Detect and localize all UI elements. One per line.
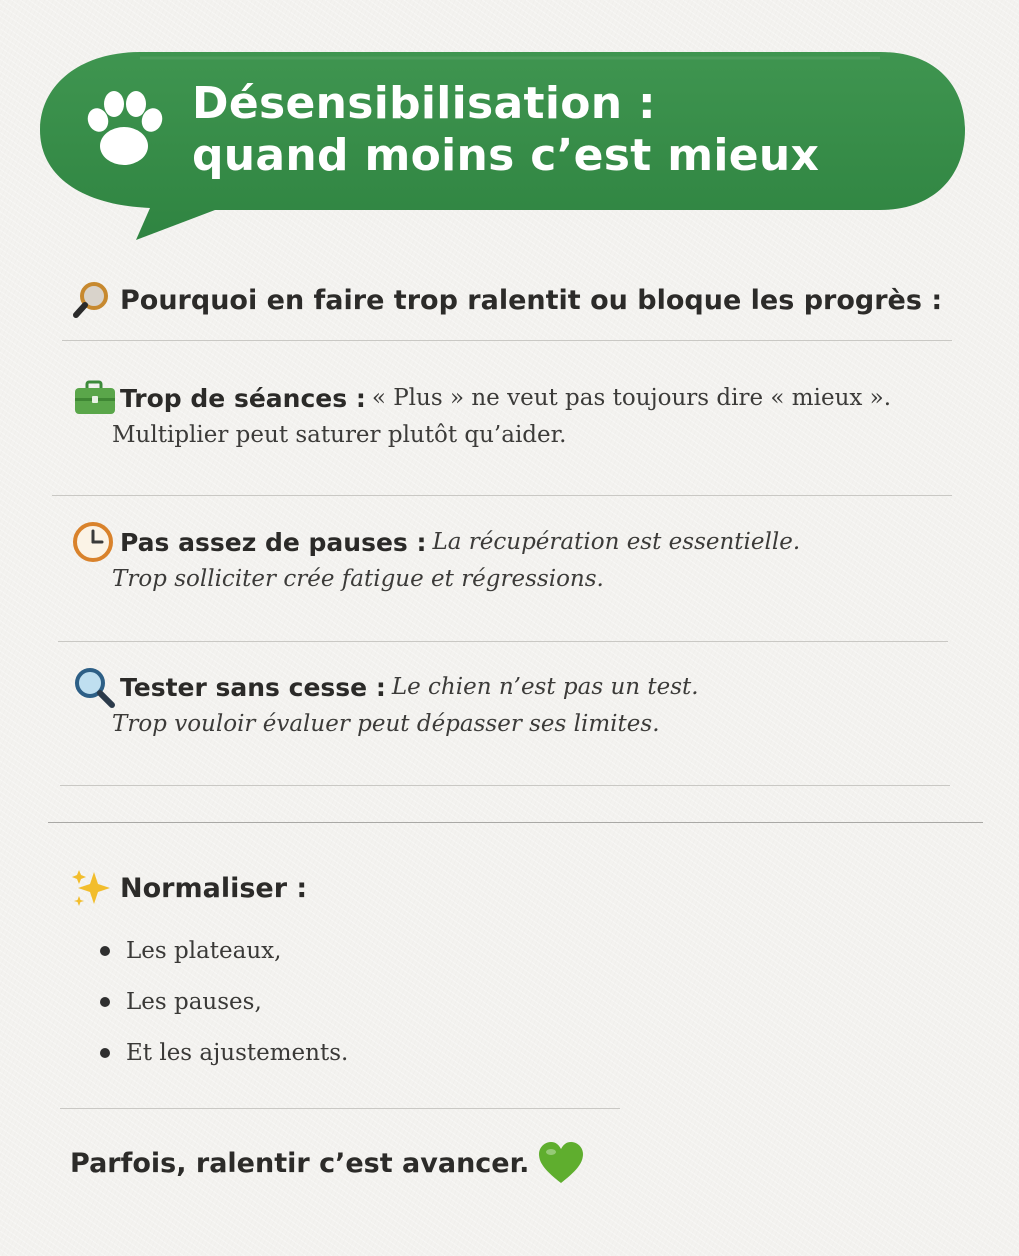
page-title — [192, 78, 819, 182]
item-detail: Trop solliciter crée fatigue et régressions. — [112, 566, 604, 592]
list-item — [100, 976, 348, 1027]
list-item — [100, 925, 348, 976]
clock-icon — [72, 520, 120, 564]
bullet-text: Et les ajustements. — [126, 1039, 349, 1066]
title-line-2: quand moins c’est mieux — [192, 130, 820, 181]
list-item — [72, 376, 962, 448]
bullet-text: Les pauses, — [126, 988, 262, 1015]
normalize-heading-text: Normaliser : — [120, 872, 308, 904]
list-item — [72, 520, 962, 592]
normalize-list — [100, 925, 348, 1078]
divider — [62, 340, 952, 341]
bullet-text: Les plateaux, — [126, 937, 282, 964]
title-line-1: Désensibilisation : — [192, 78, 656, 129]
normalize-heading — [70, 866, 307, 910]
why-heading-text: Pourquoi en faire trop ralentit ou bloque les progrès : — [120, 284, 943, 316]
list-item — [100, 1027, 348, 1078]
sparkles-icon — [70, 866, 114, 910]
bullet-icon — [100, 946, 110, 956]
item-lead: Pas assez de pauses : — [120, 527, 427, 557]
item-text: Le chien n’est pas un test. — [391, 674, 699, 700]
divider — [60, 1108, 620, 1109]
item-detail: Trop vouloir évaluer peut dépasser ses limites. — [112, 711, 660, 737]
item-lead: Trop de séances : — [120, 383, 366, 413]
item-lead: Tester sans cesse : — [120, 672, 386, 702]
closing-text: Parfois, ralentir c’est avancer. — [70, 1147, 530, 1179]
bullet-icon — [100, 997, 110, 1007]
bullet-icon — [100, 1048, 110, 1058]
green-heart-icon — [537, 1140, 587, 1186]
item-text: « Plus » ne veut pas toujours dire « mieux ». — [371, 385, 892, 411]
item-text: La récupération est essentielle. — [432, 529, 801, 555]
list-item — [72, 665, 962, 737]
magnifier-icon — [70, 278, 114, 322]
header-banner — [0, 0, 1019, 250]
closing-statement — [70, 1140, 587, 1186]
briefcase-icon — [72, 376, 120, 420]
divider — [58, 641, 948, 642]
divider — [60, 785, 950, 786]
why-heading — [70, 278, 942, 322]
item-detail: Multiplier peut saturer plutôt qu’aider. — [112, 422, 567, 448]
section-divider — [48, 822, 983, 823]
divider — [52, 495, 952, 496]
search-icon — [72, 665, 120, 709]
paw-icon — [80, 88, 168, 172]
